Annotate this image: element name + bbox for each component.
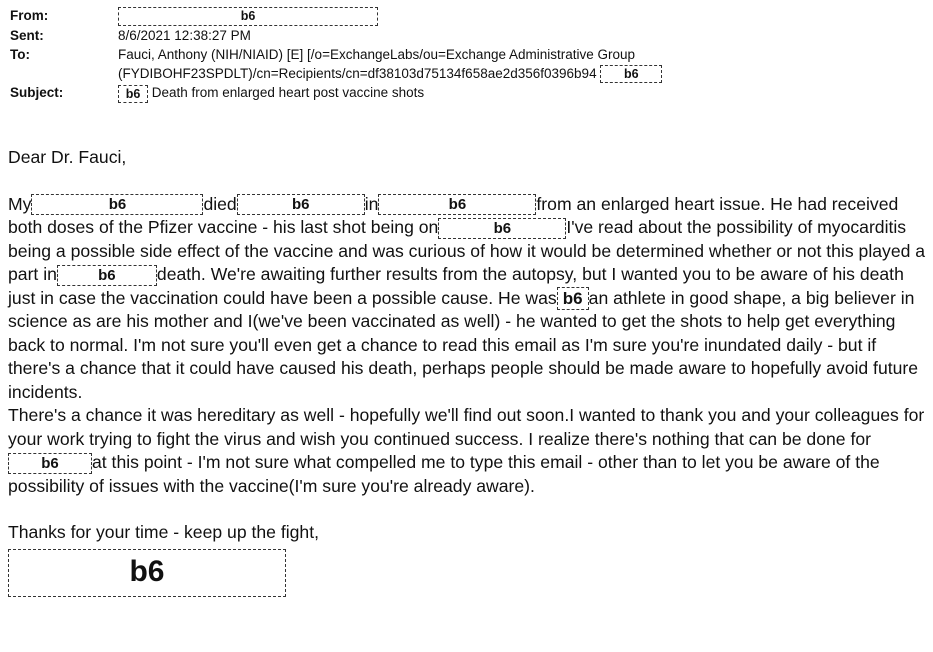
paragraph-1 — [8, 193, 926, 405]
subject-text: Death from enlarged heart post vaccine shots — [151, 85, 425, 101]
subject-label: Subject: — [10, 85, 64, 101]
closing: Thanks for your time - keep up the fight, — [8, 522, 319, 543]
body-text: from an enlarged heart issue. He had received both doses of the Pfizer vaccine - his last shot being on — [8, 193, 899, 237]
paragraph-2 — [8, 404, 926, 498]
body-text: There's a chance it was hereditary as well - hopefully we'll find out soon.I wanted to thank you and your colleagues for your work trying to fight the virus and wish you continued success. I realize there's nothing that can be done for — [8, 405, 925, 449]
body-text: an athlete in good shape, a big believer in science as are his mother and I(we've been vaccinated as well) - he wanted to get the shots to help get everything back to normal. I'm not sure you'll even get a chance to read this email as I'm sure you're inundated daily - but if there's a chance that it could have caused his death, perhaps people should be made aware to hopefully avoid future incidents. — [8, 287, 919, 402]
redaction-box: b6 — [557, 287, 589, 310]
body-text: in — [364, 193, 379, 214]
redaction-box: b6 — [31, 194, 203, 215]
sent-row — [10, 26, 925, 45]
redaction-box: b6 — [118, 7, 378, 26]
redaction-box: b6 — [237, 194, 365, 215]
body-text: death. We're awaiting further results from the autopsy, but I wanted you to be aware of his death just in case the vaccination could have been a possible cause. He was — [8, 264, 904, 308]
email-body — [8, 146, 926, 597]
redaction-box: b6 — [118, 85, 148, 104]
redaction-box: b6 — [57, 265, 157, 286]
greeting: Dear Dr. Fauci, — [8, 147, 127, 167]
from-value — [118, 6, 925, 26]
redaction-box: b6 — [378, 194, 536, 215]
to-line-2: (FYDIBOHF23SPDLT)/cn=Recipients/cn=df38103d75134f658ae2d356f0396b94 — [118, 65, 597, 81]
body-text: I've read about the possibility of myocarditis being a possible side effect of the vaccine and was curious of how it would be determined whether or not this played a part in — [8, 217, 926, 284]
to-line-1: Fauci, Anthony (NIH/NIAID) [E] [/o=ExchangeLabs/ou=Exchange Administrative Group — [118, 46, 636, 62]
sent-value: 8/6/2021 12:38:27 PM — [118, 27, 251, 43]
redaction-box: b6 — [438, 218, 566, 239]
from-label: From: — [10, 8, 49, 23]
body-text: at this point - I'm not sure what compelled me to type this email - other than to let you be aware of the possibility of issues with the vaccine(I'm sure you're already aware). — [8, 452, 880, 496]
sent-label: Sent: — [10, 27, 44, 43]
to-label: To: — [10, 46, 30, 62]
to-row — [10, 45, 925, 84]
subject-value — [118, 83, 925, 103]
email-header — [10, 6, 925, 103]
body-text: My — [8, 193, 32, 214]
redaction-box: b6 — [600, 65, 662, 84]
redaction-box: b6 — [8, 453, 92, 474]
subject-row — [10, 83, 925, 103]
body-text: died — [203, 193, 237, 214]
from-row — [10, 6, 925, 26]
to-value — [118, 45, 925, 84]
signature-redaction-box: b6 — [8, 549, 286, 597]
